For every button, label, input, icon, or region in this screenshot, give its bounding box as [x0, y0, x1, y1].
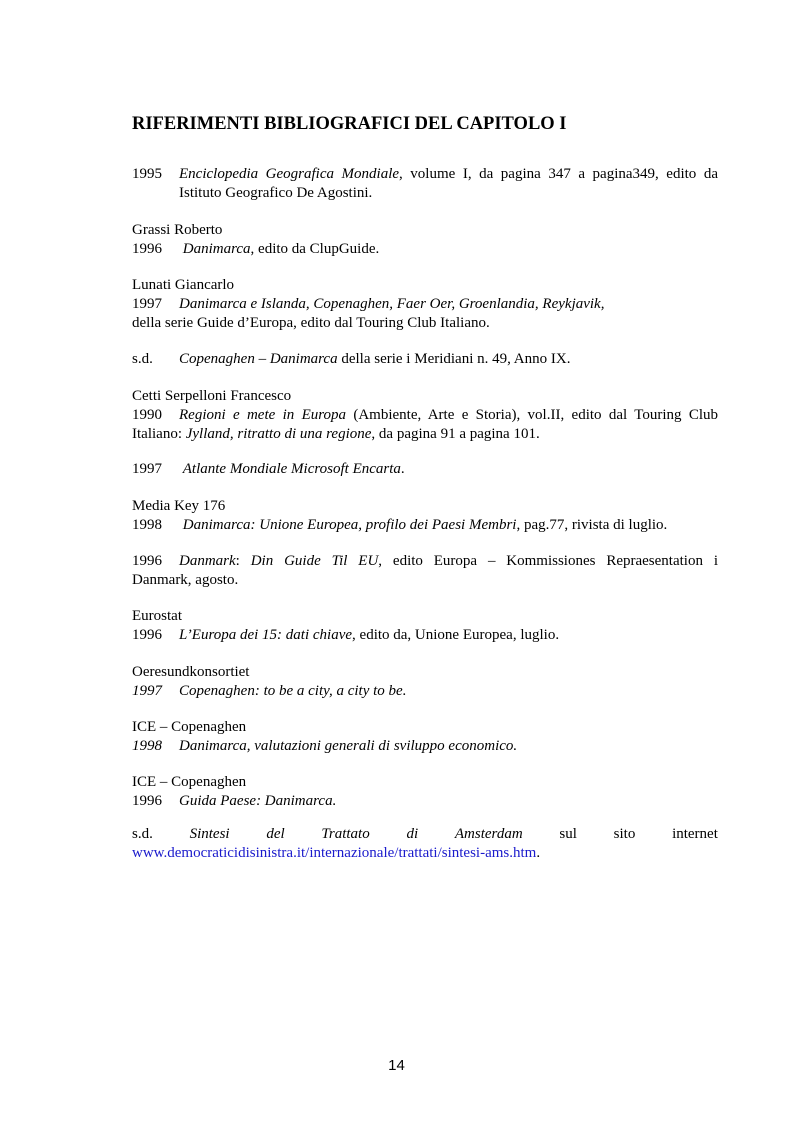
bibliography-entry [132, 663, 718, 701]
entry-title: Guida Paese: Danimarca. [179, 793, 337, 809]
entry-author: Lunati Giancarlo [132, 277, 235, 293]
entry-year: 1997 [132, 683, 162, 699]
entry-title-word: Amsterdam [454, 826, 523, 842]
entry-line [132, 165, 718, 184]
bibliography-entry [132, 825, 718, 863]
entry-details: , edito Europa – Kommissiones Repraesentation i [378, 553, 718, 569]
entry-details: (Ambiente, Arte e Storia), vol.II, edito dal Touring Club [346, 407, 718, 423]
entry-details: , volume I, da pagina 347 a pagina349, edito da [399, 166, 718, 182]
entry-title: Copenaghen – Danimarca [179, 351, 338, 367]
entry-year: 1996 [132, 553, 162, 569]
entry-details: Danmark, agosto. [132, 572, 239, 588]
entry-punctuation: : [235, 553, 251, 569]
entry-line [132, 825, 718, 844]
entry-details: , edito da ClupGuide. [250, 241, 380, 257]
entry-details: , edito da, Unione Europea, luglio. [352, 627, 560, 643]
entry-author: Media Key 176 [132, 498, 226, 514]
entry-title-word: di [406, 826, 419, 842]
entry-year: 1998 [132, 517, 162, 533]
bibliography-entry [132, 607, 718, 645]
entry-title: Danimarca: Unione Europea, profilo dei Paesi Membri [182, 517, 517, 533]
entry-title: Danmark [179, 553, 236, 569]
entry-title: Copenaghen: to be a city, a city to be. [179, 683, 407, 699]
entry-author: Grassi Roberto [132, 222, 223, 238]
entry-title: Danimarca [182, 241, 251, 257]
bibliography-entry [132, 387, 718, 444]
bibliography-entry [132, 350, 718, 369]
website-link[interactable]: www.democraticidisinistra.it/internazionale/trattati/sintesi-ams.htm [132, 845, 537, 861]
entry-title: Danimarca e Islanda, Copenaghen, Faer Oer, Groenlandia, Reykjavik, [179, 296, 605, 312]
entry-subtitle: Jylland, ritratto di una regione [185, 426, 372, 442]
page-number: 14 [388, 1057, 405, 1074]
entry-title: Atlante Mondiale Microsoft Encarta [182, 461, 401, 477]
entry-author: ICE – Copenaghen [132, 774, 247, 790]
entry-author: Cetti Serpelloni Francesco [132, 388, 292, 404]
bibliography-entry [132, 552, 718, 590]
entry-line: Istituto Geografico De Agostini. [179, 185, 373, 201]
entry-details: , pag.77, rivista di luglio. [516, 517, 668, 533]
bibliography-entry [132, 497, 718, 535]
entry-title: Enciclopedia Geografica Mondiale [179, 166, 400, 182]
entry-punctuation: . [536, 845, 541, 861]
document-page [132, 0, 718, 1123]
bibliography-entry [132, 221, 718, 259]
entry-author: Oeresundkonsortiet [132, 664, 250, 680]
entry-year: 1998 [132, 738, 162, 754]
entry-author: Eurostat [132, 608, 182, 624]
entry-year: 1990 [132, 407, 162, 423]
entry-year: 1997 [132, 296, 162, 312]
entry-details: della serie Guide d’Europa, edito dal Touring Club Italiano. [132, 315, 490, 331]
entry-word: sito [613, 826, 636, 842]
entry-author: ICE – Copenaghen [132, 719, 247, 735]
entry-title-word: del [266, 826, 285, 842]
entry-details: . [400, 461, 405, 477]
entry-word: sul [559, 826, 577, 842]
entry-title-word: Trattato [321, 826, 370, 842]
page-title: RIFERIMENTI BIBLIOGRAFICI DEL CAPITOLO I [132, 114, 567, 134]
entry-details: Italiano: [132, 426, 186, 442]
entry-year: 1997 [132, 461, 162, 477]
entry-year: s.d. [132, 826, 153, 842]
bibliography-entry [132, 165, 718, 203]
bibliography-entry [132, 773, 718, 811]
entry-year: s.d. [132, 351, 153, 367]
entry-title: L’Europa dei 15: dati chiave [179, 627, 353, 643]
entry-year: 1996 [132, 793, 162, 809]
entry-details: della serie i Meridiani n. 49, Anno IX. [337, 351, 571, 367]
entry-year: 1995 [132, 166, 162, 182]
bibliography-entry [132, 276, 718, 333]
entry-title: Danimarca, valutazioni generali di sviluppo economico. [179, 738, 518, 754]
bibliography-entry [132, 460, 718, 479]
entry-year: 1996 [132, 627, 162, 643]
bibliography-entry [132, 718, 718, 756]
entry-details: , da pagina 91 a pagina 101. [371, 426, 540, 442]
entry-subtitle: Din Guide Til EU [250, 553, 379, 569]
entry-word: internet [672, 826, 718, 842]
entry-title-word: Sintesi [189, 826, 230, 842]
entry-year: 1996 [132, 241, 162, 257]
entry-title: Regioni e mete in Europa [179, 407, 347, 423]
